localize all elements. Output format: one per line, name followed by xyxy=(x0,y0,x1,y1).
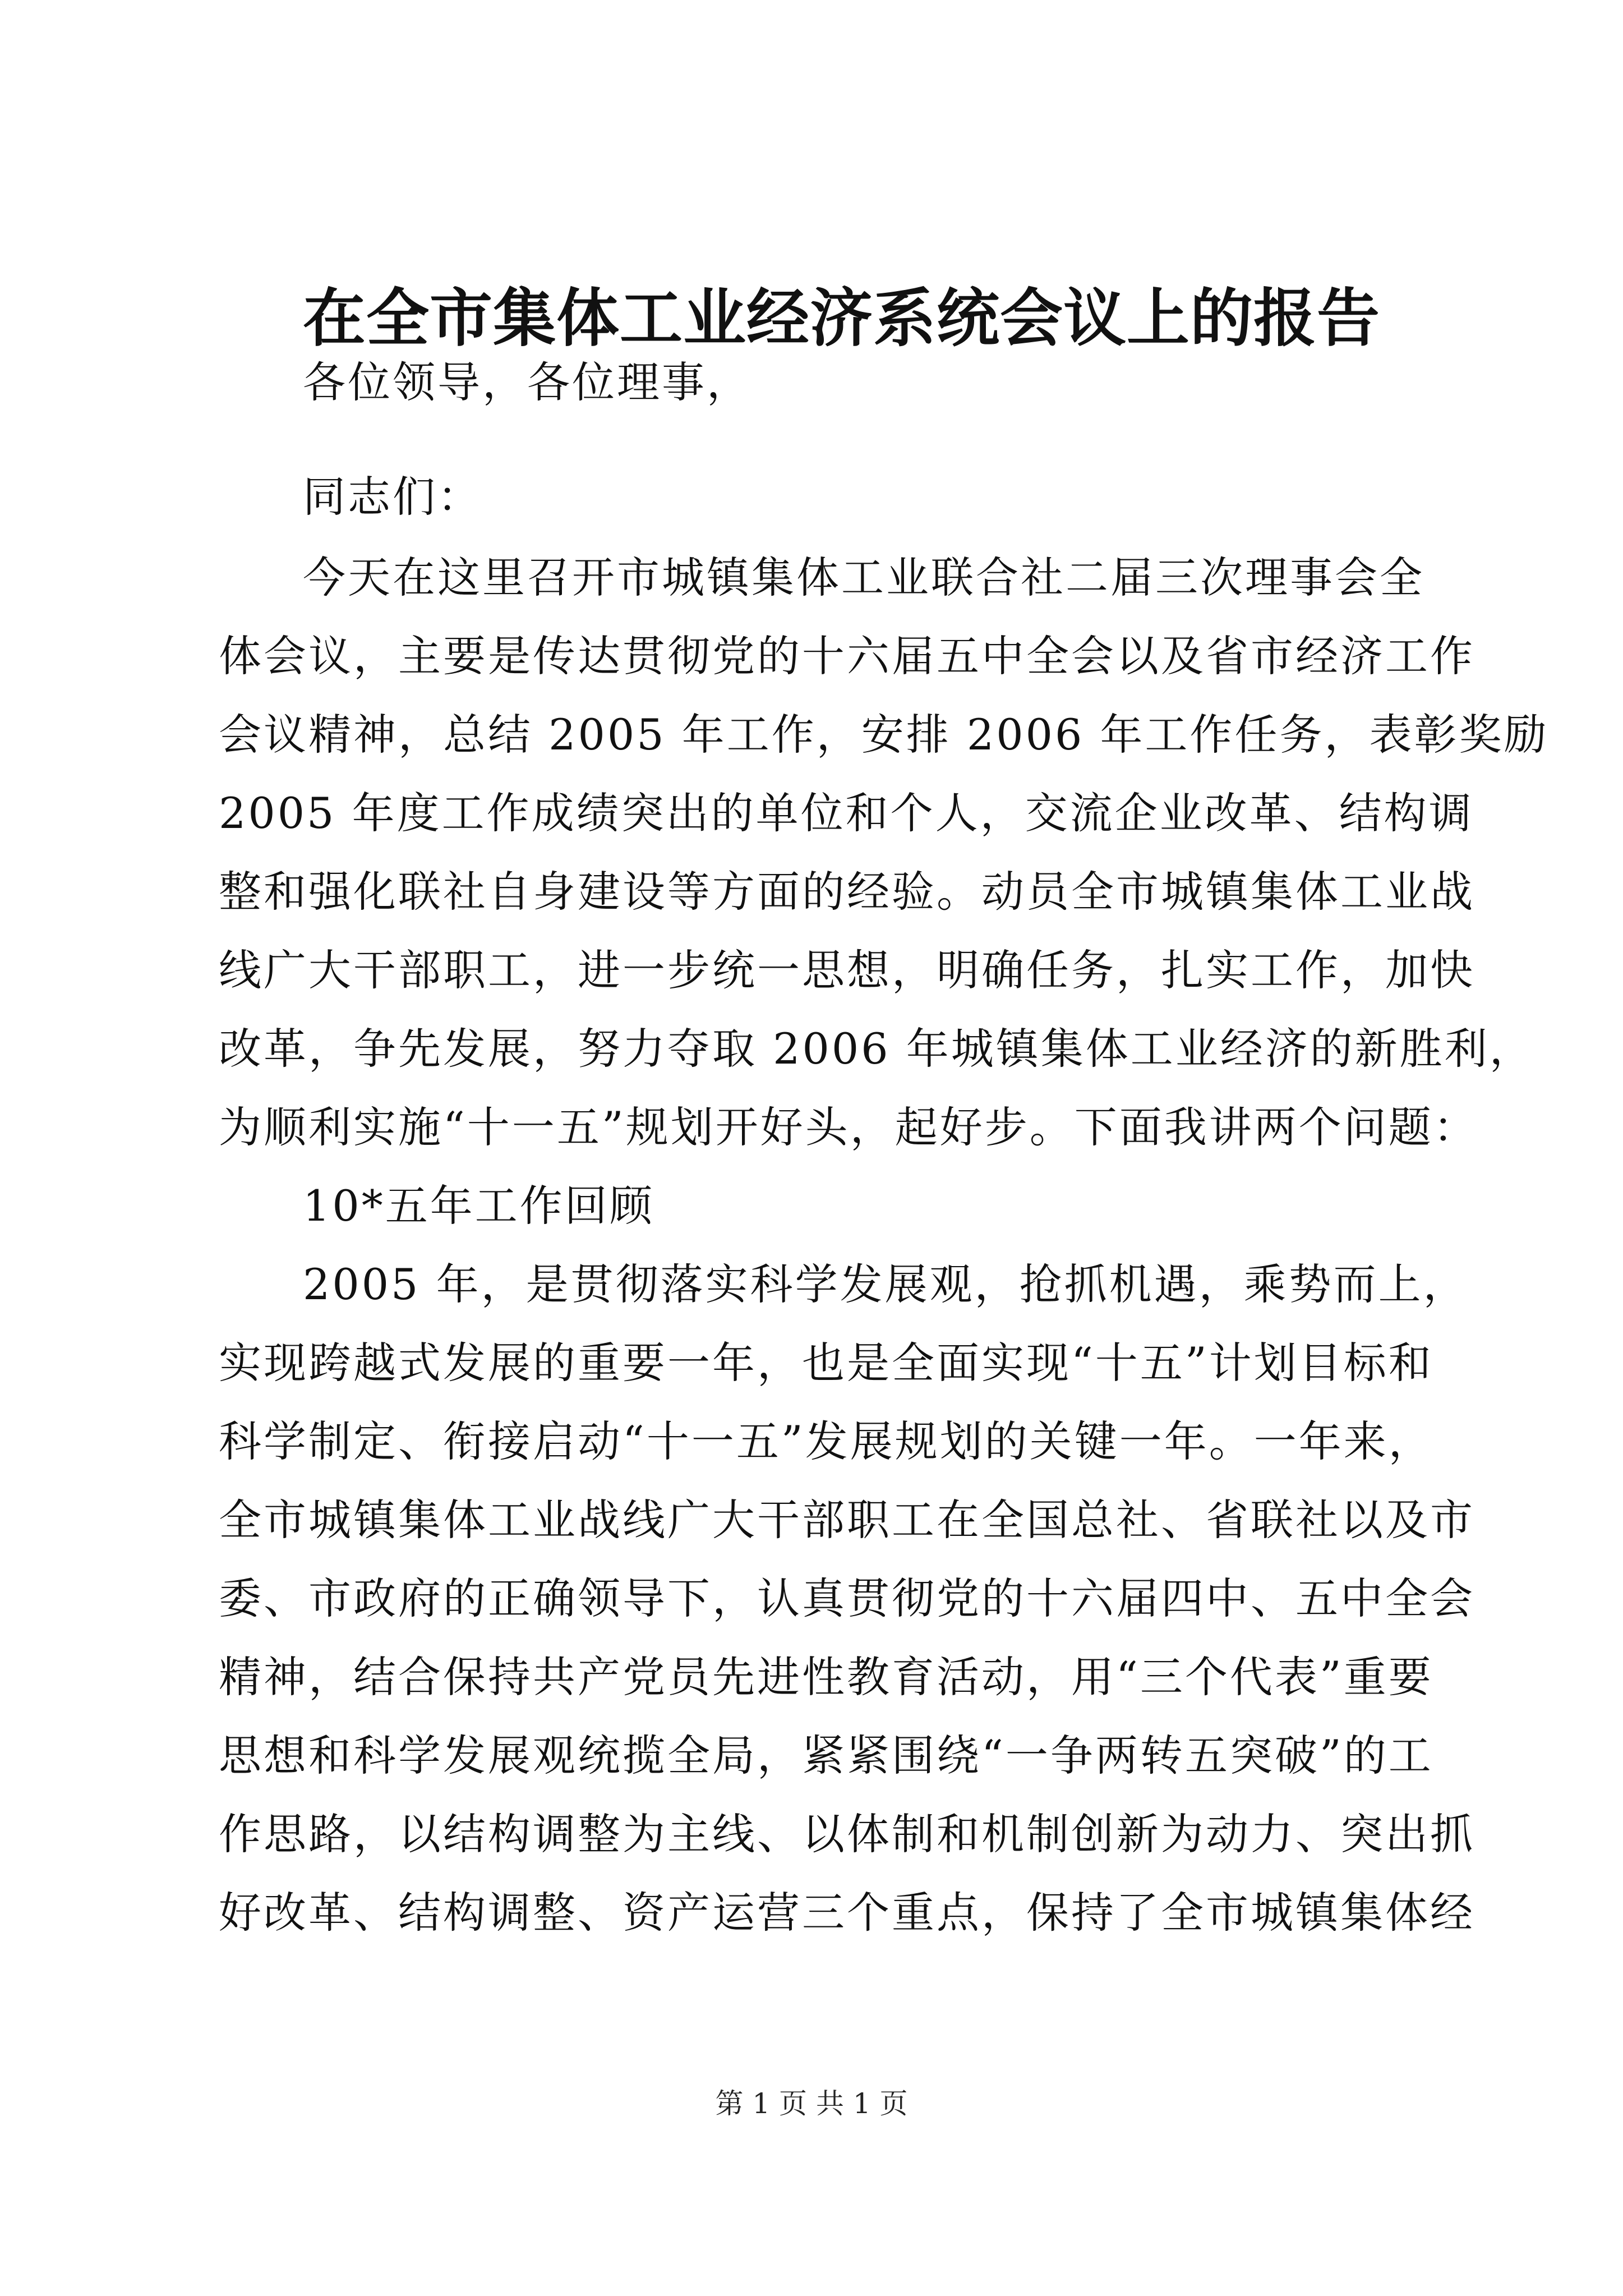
body-line: 会议精神，总结 2005 年工作，安排 2006 年工作任务，表彰奖励 xyxy=(219,710,1549,760)
salutation-line-1: 各位领导，各位理事， xyxy=(303,357,751,407)
body-line: 为顺利实施“十一五”规划开好头，起好步。下面我讲两个问题： xyxy=(219,1102,1478,1152)
page-footer: 第 1 页 共 1 页 xyxy=(715,2087,908,2120)
body-line: 委、市政府的正确领导下，认真贯彻党的十六届四中、五中全会 xyxy=(219,1573,1475,1623)
body-line: 改革，争先发展，努力夺取 2006 年城镇集体工业经济的新胜利， xyxy=(219,1024,1534,1074)
body-line: 精神，结合保持共产党员先进性教育活动，用“三个代表”重要 xyxy=(219,1652,1433,1702)
body-line: 科学制定、衔接启动“十一五”发展规划的关键一年。一年来， xyxy=(219,1416,1433,1466)
body-line: 作思路，以结构调整为主线、以体制和机制创新为动力、突出抓 xyxy=(219,1809,1475,1859)
body-line: 好改革、结构调整、资产运营三个重点，保持了全市城镇集体经 xyxy=(219,1888,1475,1938)
section-heading: 10*五年工作回顾 xyxy=(303,1181,654,1231)
document-title: 在全市集体工业经济系统会议上的报告 xyxy=(303,282,1380,355)
body-line: 整和强化联社自身建设等方面的经验。动员全市城镇集体工业战 xyxy=(219,867,1475,917)
body-line: 今天在这里召开市城镇集体工业联合社二届三次理事会全 xyxy=(303,553,1424,602)
body-line: 体会议，主要是传达贯彻党的十六届五中全会以及省市经济工作 xyxy=(219,631,1475,681)
body-line: 2005 年度工作成绩突出的单位和个人，交流企业改革、结构调 xyxy=(219,788,1474,838)
body-line: 2005 年，是贯彻落实科学发展观，抢抓机遇，乘势而上， xyxy=(303,1259,1468,1309)
body-line: 线广大干部职工，进一步统一思想，明确任务，扎实工作，加快 xyxy=(219,945,1475,995)
salutation-line-2: 同志们： xyxy=(303,472,482,522)
body-line: 全市城镇集体工业战线广大干部职工在全国总社、省联社以及市 xyxy=(219,1495,1475,1545)
body-line: 思想和科学发展观统揽全局，紧紧围绕“一争两转五突破”的工 xyxy=(219,1731,1433,1780)
body-line: 实现跨越式发展的重要一年，也是全面实现“十五”计划目标和 xyxy=(219,1338,1433,1388)
